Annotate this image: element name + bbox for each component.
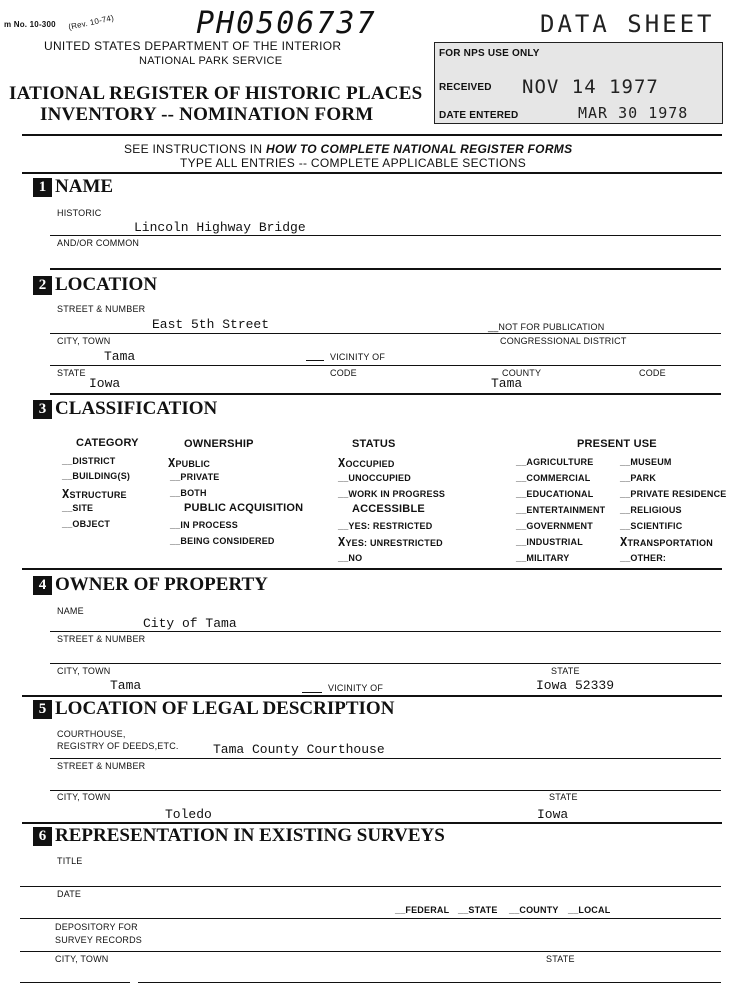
common-name-label: AND/OR COMMON bbox=[57, 238, 140, 248]
historic-label: HISTORIC bbox=[57, 208, 102, 218]
use-park[interactable]: __PARK bbox=[620, 473, 657, 483]
category-structure-checked[interactable]: XSTRUCTURE bbox=[62, 487, 127, 501]
instructions-line2: TYPE ALL ENTRIES -- COMPLETE APPLICABLE SECTIONS bbox=[180, 156, 527, 170]
service-name: NATIONAL PARK SERVICE bbox=[139, 55, 283, 67]
section-1-heading: 1 NAME bbox=[33, 176, 113, 198]
use-museum[interactable]: __MUSEUM bbox=[620, 457, 672, 467]
survey-date-label: DATE bbox=[57, 889, 82, 899]
use-government[interactable]: __GOVERNMENT bbox=[516, 521, 593, 531]
street-value: East 5th Street bbox=[152, 317, 270, 332]
present-use-heading: PRESENT USE bbox=[577, 438, 657, 450]
use-religious[interactable]: __RELIGIOUS bbox=[620, 505, 682, 515]
accessible-heading: ACCESSIBLE bbox=[352, 503, 425, 515]
handwritten-reference-number: PH0506737 bbox=[196, 6, 377, 41]
form-title-line2: INVENTORY -- NOMINATION FORM bbox=[40, 104, 374, 125]
ownership-private[interactable]: __PRIVATE bbox=[170, 472, 220, 482]
nps-use-heading: FOR NPS USE ONLY bbox=[439, 48, 540, 59]
legal-city-label: CITY, TOWN bbox=[57, 792, 111, 802]
category-district[interactable]: __DISTRICT bbox=[62, 456, 116, 466]
use-commercial[interactable]: __COMMERCIAL bbox=[516, 473, 591, 483]
survey-federal[interactable]: __FEDERAL bbox=[395, 905, 450, 915]
divider bbox=[22, 568, 722, 570]
divider bbox=[22, 134, 722, 136]
use-agriculture[interactable]: __AGRICULTURE bbox=[516, 457, 594, 467]
section-6-heading: 6 REPRESENTATION IN EXISTING SURVEYS bbox=[33, 825, 445, 847]
owner-city-label: CITY, TOWN bbox=[57, 666, 111, 676]
access-yes-restricted[interactable]: __YES: RESTRICTED bbox=[338, 521, 433, 531]
field-line bbox=[50, 631, 721, 632]
field-line bbox=[50, 790, 721, 791]
status-heading: STATUS bbox=[352, 438, 396, 450]
access-yes-unrestricted-checked[interactable]: XYES: UNRESTRICTED bbox=[338, 535, 443, 549]
state-label: STATE bbox=[57, 368, 86, 378]
date-entered-label: DATE ENTERED bbox=[439, 110, 519, 121]
city-value: Tama bbox=[104, 349, 136, 364]
congressional-district-label: CONGRESSIONAL DISTRICT bbox=[500, 336, 627, 346]
survey-local[interactable]: __LOCAL bbox=[568, 905, 611, 915]
divider bbox=[50, 268, 721, 270]
owner-state-label: STATE bbox=[551, 666, 580, 676]
acquisition-being-considered[interactable]: __BEING CONSIDERED bbox=[170, 536, 275, 546]
owner-name-value: City of Tama bbox=[143, 616, 237, 631]
vicinity-label: VICINITY OF bbox=[330, 352, 386, 362]
category-buildings[interactable]: __BUILDING(S) bbox=[62, 471, 131, 481]
field-line bbox=[20, 886, 721, 887]
field-line bbox=[50, 758, 721, 759]
legal-street-label: STREET & NUMBER bbox=[57, 761, 146, 771]
field-line bbox=[50, 663, 721, 664]
public-acquisition-heading: PUBLIC ACQUISITION bbox=[184, 502, 304, 514]
use-other[interactable]: __OTHER: bbox=[620, 553, 667, 563]
date-entered-stamp: MAR 30 1978 bbox=[578, 104, 689, 122]
ownership-both[interactable]: __BOTH bbox=[170, 488, 207, 498]
use-private-residence[interactable]: __PRIVATE RESIDENCE bbox=[620, 489, 727, 499]
section-4-heading: 4 OWNER OF PROPERTY bbox=[33, 574, 268, 596]
section-2-heading: 2 LOCATION bbox=[33, 274, 157, 296]
legal-state-value: Iowa bbox=[537, 807, 569, 822]
use-military[interactable]: __MILITARY bbox=[516, 553, 570, 563]
divider bbox=[22, 695, 722, 697]
field-line bbox=[50, 365, 721, 366]
use-entertainment[interactable]: __ENTERTAINMENT bbox=[516, 505, 606, 515]
historic-name-value: Lincoln Highway Bridge bbox=[134, 220, 306, 235]
data-sheet-stamp: DATA SHEET bbox=[540, 10, 715, 38]
owner-vicinity-label: VICINITY OF bbox=[328, 683, 384, 693]
legal-city-value: Toledo bbox=[165, 807, 212, 822]
category-object[interactable]: __OBJECT bbox=[62, 519, 111, 529]
state-value: Iowa bbox=[89, 376, 121, 391]
ownership-heading: OWNERSHIP bbox=[184, 438, 254, 450]
survey-state-label: STATE bbox=[546, 954, 575, 964]
form-title-line1: IATIONAL REGISTER OF HISTORIC PLACES bbox=[9, 83, 423, 104]
field-line bbox=[20, 951, 721, 952]
category-site[interactable]: __SITE bbox=[62, 503, 94, 513]
registry-label: REGISTRY OF DEEDS,ETC. bbox=[57, 741, 179, 751]
use-educational[interactable]: __EDUCATIONAL bbox=[516, 489, 594, 499]
survey-title-label: TITLE bbox=[57, 856, 83, 866]
field-line bbox=[20, 918, 721, 919]
survey-county[interactable]: __COUNTY bbox=[509, 905, 559, 915]
divider bbox=[22, 822, 722, 824]
ownership-public-checked[interactable]: XPUBLIC bbox=[168, 456, 211, 470]
city-town-label: CITY, TOWN bbox=[57, 336, 111, 346]
use-industrial[interactable]: __INDUSTRIAL bbox=[516, 537, 583, 547]
courthouse-label: COURTHOUSE, bbox=[57, 729, 126, 739]
vicinity-blank bbox=[306, 360, 324, 361]
use-scientific[interactable]: __SCIENTIFIC bbox=[620, 521, 683, 531]
use-transportation-checked[interactable]: XTRANSPORTATION bbox=[620, 535, 713, 549]
category-heading: CATEGORY bbox=[76, 437, 139, 449]
received-label: RECEIVED bbox=[439, 82, 492, 93]
form-revision: (Rev. 10-74) bbox=[67, 13, 115, 32]
instructions-line1: SEE INSTRUCTIONS IN HOW TO COMPLETE NATIONAL REGISTER FORMS bbox=[124, 142, 573, 156]
county-code-label: CODE bbox=[639, 368, 666, 378]
owner-city-value: Tama bbox=[110, 678, 142, 693]
code-label: CODE bbox=[330, 368, 357, 378]
owner-state-value: Iowa 52339 bbox=[536, 678, 615, 693]
field-line bbox=[50, 235, 721, 236]
owner-name-label: NAME bbox=[57, 606, 84, 616]
not-for-publication: __NOT FOR PUBLICATION bbox=[488, 322, 605, 332]
legal-state-label: STATE bbox=[549, 792, 578, 802]
vicinity-blank bbox=[302, 692, 322, 693]
county-label: COUNTY bbox=[502, 368, 542, 378]
courthouse-value: Tama County Courthouse bbox=[213, 742, 385, 757]
field-line bbox=[138, 982, 721, 983]
depository-label-line1: DEPOSITORY FOR bbox=[55, 922, 138, 932]
divider bbox=[22, 172, 722, 174]
received-date-stamp: NOV 14 1977 bbox=[522, 76, 659, 98]
county-value: Tama bbox=[491, 376, 523, 391]
survey-city-label: CITY, TOWN bbox=[55, 954, 109, 964]
department-name: UNITED STATES DEPARTMENT OF THE INTERIOR bbox=[44, 39, 342, 53]
depository-label-line2: SURVEY RECORDS bbox=[55, 935, 142, 945]
section-3-heading: 3 CLASSIFICATION bbox=[33, 398, 217, 420]
access-no[interactable]: __NO bbox=[338, 553, 363, 563]
field-line bbox=[20, 982, 130, 983]
survey-state[interactable]: __STATE bbox=[458, 905, 498, 915]
status-occupied-checked[interactable]: XOCCUPIED bbox=[338, 456, 395, 470]
status-unoccupied[interactable]: __UNOCCUPIED bbox=[338, 473, 411, 483]
street-number-label: STREET & NUMBER bbox=[57, 304, 146, 314]
field-line bbox=[50, 333, 721, 334]
form-number: m No. 10-300 bbox=[4, 20, 56, 29]
divider bbox=[50, 393, 721, 395]
owner-street-label: STREET & NUMBER bbox=[57, 634, 146, 644]
acquisition-in-process[interactable]: __IN PROCESS bbox=[170, 520, 238, 530]
section-5-heading: 5 LOCATION OF LEGAL DESCRIPTION bbox=[33, 698, 394, 720]
status-work-in-progress[interactable]: __WORK IN PROGRESS bbox=[338, 489, 446, 499]
